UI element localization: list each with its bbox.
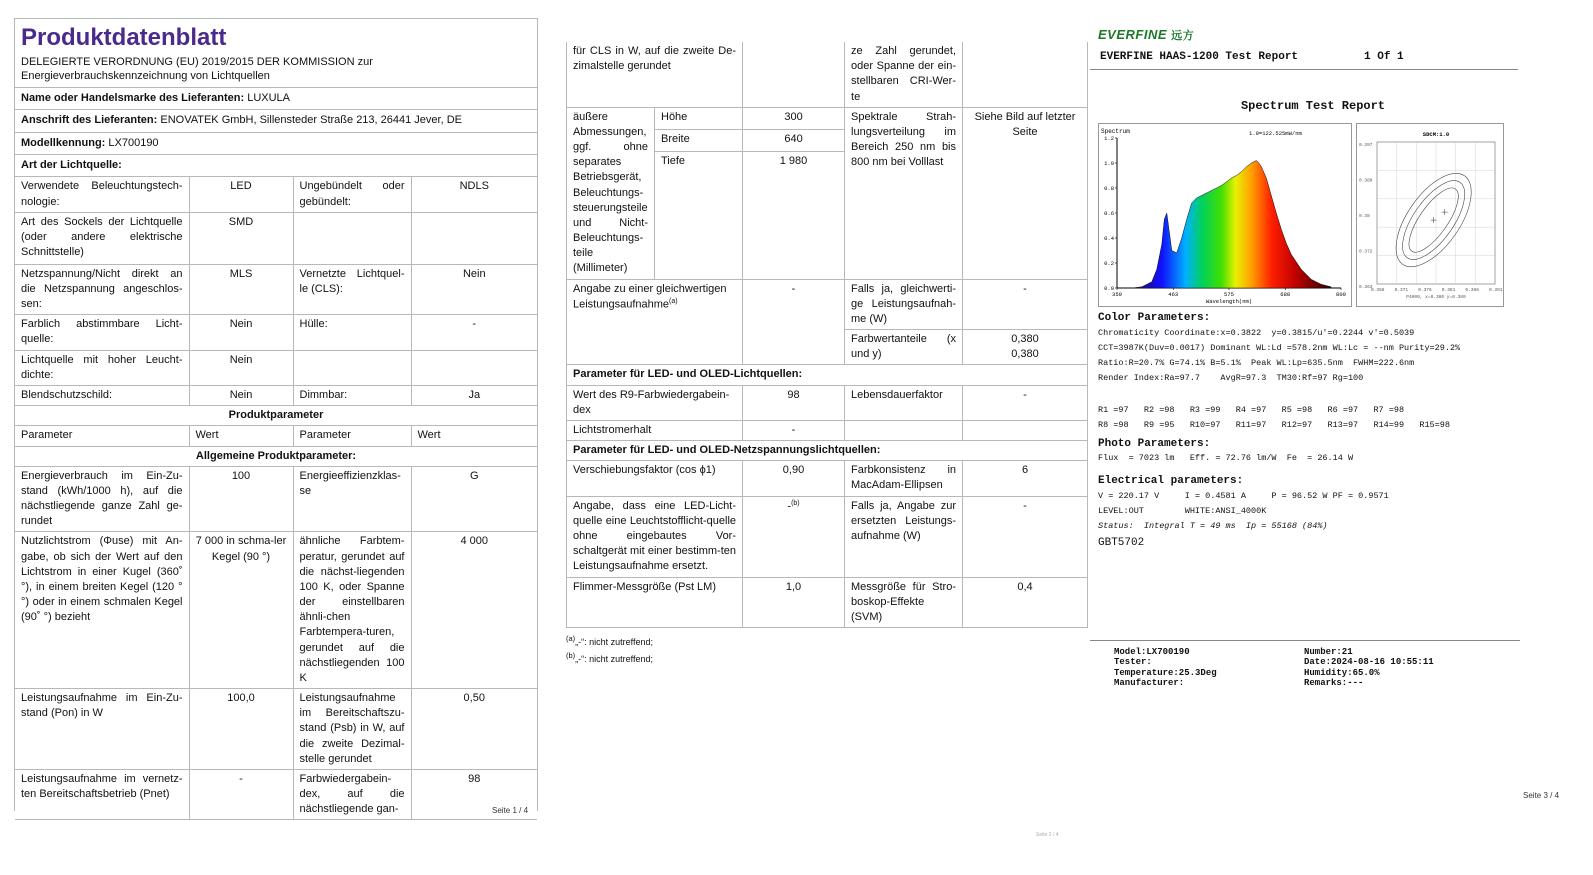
spectrum-area	[1132, 160, 1331, 288]
displacement-label: Verschiebungsfaktor (cos ϕ1)	[567, 461, 743, 496]
report-header: EVERFINE HAAS-1200 Test Report 1 Of 1	[1090, 48, 1518, 69]
param-value: 98	[411, 769, 537, 820]
color-line: Render Index:Ra=97.7 AvgR=97.3 TM30:Rf=97 Rg=100	[1098, 372, 1364, 383]
param-label: Ungebündelt oder gebündelt:	[293, 177, 411, 212]
render-index-line: R1 =97 R2 =98 R3 =99 R4 =97 R5 =98 R6 =97 R7 =98	[1098, 405, 1405, 416]
table-row	[15, 212, 537, 264]
param-label: Verwendete Beleuchtungstech-nologie:	[15, 177, 189, 212]
x-tick-label: 0.381	[1441, 287, 1456, 293]
regulation-line-2: Energieverbrauchskennzeichnung von Lichtquellen	[21, 70, 270, 83]
x-tick-label: 0.371	[1394, 287, 1409, 293]
status-line: Status: Integral T = 49 ms Ip = 55168 (84%)	[1098, 520, 1328, 531]
x-tick-label: 575	[1224, 290, 1234, 298]
table-row	[567, 385, 1088, 420]
param-value	[411, 212, 537, 264]
replacement-label: Angabe, dass eine LED-Licht-quelle eine Leuchtstofflicht-quelle ohne eingebautes Vor-schaltgerät mit einer bestimm-ten Leistungsaufnahme ersetzt.	[567, 496, 743, 577]
dim-value: 640	[743, 129, 845, 151]
param-label: Art des Sockels der Lichtquelle (oder andere elektrische Schnittstelle)	[15, 212, 189, 264]
displacement-value: 0,90	[743, 461, 845, 496]
x-tick-label: 800	[1336, 290, 1346, 298]
param-value: 100	[189, 466, 293, 532]
charts-area	[1098, 123, 1558, 307]
dim-name: Breite	[655, 129, 743, 151]
standard-label: GBT5702	[1098, 536, 1145, 549]
supplier-row	[15, 87, 537, 109]
logo-cn: 远方	[1171, 30, 1195, 42]
param-value: NDLS	[411, 177, 537, 212]
table-row	[15, 350, 537, 385]
table-row	[567, 420, 1088, 440]
x-tick-label: 0.386	[1465, 287, 1479, 293]
electrical-params-heading: Electrical parameters:	[1098, 474, 1244, 487]
cie-ellipse-chart	[1356, 123, 1504, 307]
lifetime-label: Lebensdauerfaktor	[845, 385, 963, 420]
param-label: Nutzlichtstrom (Φuse) mit An-gabe, ob sich der Wert auf den Lichtstrom in einer Kugel (360˚ °), in einem breiten Kegel (120 °°) oder in einem schmalen Kegel (90˚ °) bezieht	[15, 532, 189, 689]
r9-label: Wert des R9-Farbwiedergabein-dex	[567, 385, 743, 420]
report-body	[1098, 311, 1558, 551]
param-value: 4 000	[411, 532, 537, 689]
param-label: Netzspannung/Nicht direkt an die Netzspannung angeschlos-sen:	[15, 264, 189, 315]
param-value: MLS	[189, 264, 293, 315]
supplier-label: Name oder Handelsmarke des Lieferanten:	[21, 91, 245, 104]
y-tick-label: 0.2	[1104, 259, 1114, 267]
param-label: Leistungsaufnahme im vernetz-ten Bereitschaftsbetrieb (Pnet)	[15, 769, 189, 820]
chromaticity-x: 0,380	[1011, 333, 1039, 346]
column-header-row	[15, 426, 537, 446]
page-number: Seite 1 / 4	[492, 806, 529, 815]
macadam-value: 6	[963, 461, 1088, 496]
page-3	[1098, 18, 1558, 689]
param-value: 7 000 in schma-ler Kegel (90 °)	[189, 532, 293, 689]
color-line: CCT=3987K(Duv=0.0017) Dominant WL:Ld =578.2nm WL:Lc = --nm Purity=29.2%	[1098, 342, 1461, 353]
param-value: G	[411, 466, 537, 532]
led-params-heading: Parameter für LED- und OLED-Lichtquellen:	[567, 365, 1088, 385]
equiv-power-right-label: Falls ja, gleichwerti-ge Leistungsaufnah-me (W)	[845, 279, 963, 330]
dim-value: 1 980	[743, 151, 845, 279]
cri-label: ze Zahl gerundet, oder Spanne der ein-stellbaren CRI-Wer-te	[845, 42, 963, 107]
x-tick-label: 688	[1280, 290, 1291, 298]
param-label: Lichtquelle mit hoher Leucht-dichte:	[15, 350, 189, 385]
x-tick-label: 0.376	[1418, 287, 1432, 293]
lumen-maintenance-value: -	[743, 420, 845, 440]
dim-value: 300	[743, 107, 845, 129]
page-1	[14, 18, 538, 816]
table-row	[567, 577, 1088, 628]
col-header: Wert	[411, 426, 537, 446]
regulation-line-1: DELEGIERTE VERORDNUNG (EU) 2019/2015 DER KOMMISSION zur	[21, 56, 373, 69]
color-params-heading: Color Parameters:	[1098, 311, 1211, 324]
macadam-label: Farbkonsistenz in MacAdam-Ellipsen	[845, 461, 963, 496]
y-tick-label: 0.6	[1104, 209, 1114, 217]
spectral-value: Siehe Bild auf letzter Seite	[963, 107, 1088, 279]
electrical-line: V = 220.17 V I = 0.4581 A P = 96.52 W PF = 0.9571	[1098, 491, 1389, 502]
param-value: Ja	[411, 385, 537, 405]
param-label: Leistungsaufnahme im Ein-Zu-stand (Pon) in W	[15, 689, 189, 770]
y-tick-label: 0.372	[1359, 249, 1373, 255]
param-label: Energieverbrauch im Ein-Zu-stand (kWh/1000 h), auf die nächstliegende ganze Zahl ge-rundet	[15, 466, 189, 532]
model-label: Modellkennung:	[21, 136, 106, 149]
footnote-text: „-“: nicht zutreffend;	[575, 637, 654, 648]
photo-line: Flux = 7023 lm Eff. = 72.76 lm/W Fe = 26.14 W	[1098, 452, 1354, 463]
footnote-text: „-“: nicht zutreffend;	[575, 653, 654, 664]
y-tick-label: 0.4	[1104, 234, 1114, 242]
chart-title: Spectrum	[1101, 127, 1130, 135]
page-title: Produktdatenblatt	[21, 24, 227, 51]
dim-name: Tiefe	[655, 151, 743, 279]
table-cell	[963, 420, 1088, 440]
equiv-power-text: Angabe zu einer gleichwertigen Leistungsaufnahme	[573, 282, 727, 311]
flicker-value: 1,0	[743, 577, 845, 628]
model-row	[15, 132, 537, 154]
footnote-marker: (a)	[669, 297, 678, 305]
replacement-value	[743, 496, 845, 577]
param-value: LED	[189, 177, 293, 212]
replaced-power-value: -	[963, 496, 1088, 577]
param-value: -	[189, 769, 293, 820]
x-tick-label: 0.391	[1489, 287, 1503, 293]
y-tick-label: 0.0	[1104, 284, 1114, 292]
table-row	[15, 466, 537, 532]
table-row	[15, 689, 537, 770]
x-tick-label: 463	[1168, 290, 1179, 298]
flicker-label: Flimmer-Messgröße (Pst LM)	[567, 577, 743, 628]
param-label: Hülle:	[293, 315, 411, 350]
chromaticity-y: 0,380	[1011, 348, 1039, 361]
cls-standby-label: für CLS in W, auf die zweite De-zimalstelle gerundet	[567, 42, 743, 107]
dim-name: Höhe	[655, 107, 743, 129]
param-label: Blendschutzschild:	[15, 385, 189, 405]
chart-note: 1.0=122.525mW/nm	[1249, 129, 1302, 137]
lifetime-value: -	[963, 385, 1088, 420]
footnote-marker: (b)	[566, 650, 576, 660]
page-number: Seite 2 / 4	[1036, 832, 1059, 838]
type-heading: Art der Lichtquelle:	[15, 154, 537, 176]
table-row	[15, 264, 537, 315]
param-value: 100,0	[189, 689, 293, 770]
render-index-line: R8 =98 R9 =95 R10=97 R11=97 R12=97 R13=97 R14=99 R15=98	[1098, 420, 1450, 431]
spectrum-title: Spectrum Test Report	[1240, 98, 1386, 113]
x-tick-label: 350	[1112, 290, 1122, 298]
stroboscopic-value: 0,4	[963, 577, 1088, 628]
col-header: Parameter	[293, 426, 411, 446]
param-label: Energieeffizienzklas-se	[293, 466, 411, 532]
param-value: -	[411, 315, 537, 350]
param-label: ähnliche Farbtem-peratur, gerundet auf die nächst-liegenden 100 K, oder Spanne der einstellbaren ähnli-chen Farbtempera-turen, gerundet auf die nächstliegenden 100 K	[293, 532, 411, 689]
table-row	[567, 107, 1088, 129]
chromaticity-value	[963, 330, 1088, 365]
y-tick-label: 0.389	[1359, 178, 1373, 184]
everfine-logo	[1098, 26, 1558, 44]
color-line: Ratio:R=20.7% G=74.1% B=5.1% Peak WL:Lp=635.5nm FWHM=222.6nm	[1098, 357, 1415, 368]
page-number: Seite 3 / 4	[1523, 791, 1560, 800]
photo-params-heading: Photo Parameters:	[1098, 438, 1211, 451]
param-value: Nein	[411, 264, 537, 315]
params-table-continued	[566, 42, 1088, 628]
table-row	[15, 769, 537, 820]
table-cell	[845, 420, 963, 440]
supplier-value: LUXULA	[247, 91, 290, 104]
mains-params-heading: Parameter für LED- und OLED-Netzspannungslichtquellen:	[567, 441, 1088, 461]
spectral-label: Spektrale Strah-lungsverteilung im Bereich 250 nm bis 800 nm bei Volllast	[845, 107, 963, 279]
footnote-a	[566, 634, 1088, 649]
logo-text: EVERFINE	[1098, 27, 1168, 42]
footer-left: Model:LX700190 Tester: Temperature:25.3Deg Manufacturer:	[1114, 647, 1217, 689]
equiv-power-right-value: -	[963, 279, 1088, 330]
param-value	[411, 350, 537, 385]
cie-title: SDCM:1.0	[1422, 130, 1450, 138]
product-params-heading: Produktparameter	[15, 406, 537, 426]
x-tick-label: 0.366	[1371, 287, 1385, 293]
dimensions-label: äußere Abmessungen, ggf. ohne separates Betriebsgerät, Beleuchtungs-steuerungsteile und Nicht-Beleuchtungs-teile (Millimeter)	[567, 107, 655, 279]
param-label	[293, 350, 411, 385]
spectrum-chart	[1098, 123, 1352, 307]
y-tick-label: 0.38	[1359, 213, 1370, 219]
param-value: 0,50	[411, 689, 537, 770]
param-label: Dimmbar:	[293, 385, 411, 405]
param-label: Leistungsaufnahme im Bereitschaftszu-stand (Psb) in W, auf die zweite Dezimal-stelle gerundet	[293, 689, 411, 770]
model-value: LX700190	[108, 136, 159, 149]
x-axis-label: Wavelength(nm)	[1205, 297, 1253, 305]
equiv-power-value: -	[743, 279, 845, 365]
replaced-power-label: Falls ja, Angabe zur ersetzten Leistungs-aufnahme (W)	[845, 496, 963, 577]
table-cell	[743, 42, 845, 107]
table-row	[15, 315, 537, 350]
param-value: SMD	[189, 212, 293, 264]
stroboscopic-label: Messgröße für Stro-boskop-Effekte (SVM)	[845, 577, 963, 628]
replacement-dash: -	[787, 500, 792, 513]
y-tick-label: 0.397	[1359, 142, 1373, 148]
table-row	[15, 532, 537, 689]
footnote-marker: (a)	[566, 634, 576, 644]
param-value: Nein	[189, 315, 293, 350]
page-2	[566, 42, 1088, 665]
param-value: Nein	[189, 350, 293, 385]
address-row	[15, 109, 537, 131]
param-value: Nein	[189, 385, 293, 405]
table-row	[15, 385, 537, 405]
footnote-b	[566, 651, 1088, 666]
table-row	[567, 42, 1088, 107]
param-label	[293, 212, 411, 264]
y-tick-label: 1.2	[1104, 134, 1114, 142]
param-label: Farbwiedergabein-dex, auf die nächstliegende gan-	[293, 769, 411, 820]
y-tick-label: 0.363	[1359, 284, 1373, 290]
param-label: Vernetzte Lichtquel-le (CLS):	[293, 264, 411, 315]
electrical-line: LEVEL:OUT WHITE:ANSI_4000K	[1098, 505, 1267, 516]
equiv-power-label	[567, 279, 743, 365]
param-label: Farblich abstimmbare Licht-quelle:	[15, 315, 189, 350]
table-row	[567, 496, 1088, 577]
footnote-marker: (b)	[791, 499, 800, 507]
chromaticity-label: Farbwertanteile (x und y)	[845, 330, 963, 365]
col-header: Wert	[189, 426, 293, 446]
y-tick-label: 0.8	[1104, 184, 1114, 192]
report-footer	[1090, 640, 1520, 700]
general-params-heading: Allgemeine Produktparameter:	[15, 446, 537, 466]
y-tick-label: 1.0	[1104, 159, 1114, 167]
table-row	[567, 279, 1088, 330]
table-row	[15, 177, 537, 212]
address-value: ENOVATEK GmbH, Sillensteder Straße 213, 26441 Jever, DE	[160, 114, 462, 127]
light-source-type-table	[15, 176, 537, 820]
footer-right: Number:21 Date:2024-08-16 10:55:11 Humidity:65.0% Remarks:---	[1304, 647, 1434, 689]
col-header: Parameter	[15, 426, 189, 446]
x-axis-label: P4000, x=0.380 y=0.380	[1406, 294, 1466, 300]
r9-value: 98	[743, 385, 845, 420]
color-line: Chromaticity Coordinate:x=0.3822 y=0.3815/u'=0.2244 v'=0.5039	[1098, 327, 1415, 338]
table-row	[567, 461, 1088, 496]
address-label: Anschrift des Lieferanten:	[21, 114, 158, 127]
lumen-maintenance-label: Lichtstromerhalt	[567, 420, 743, 440]
